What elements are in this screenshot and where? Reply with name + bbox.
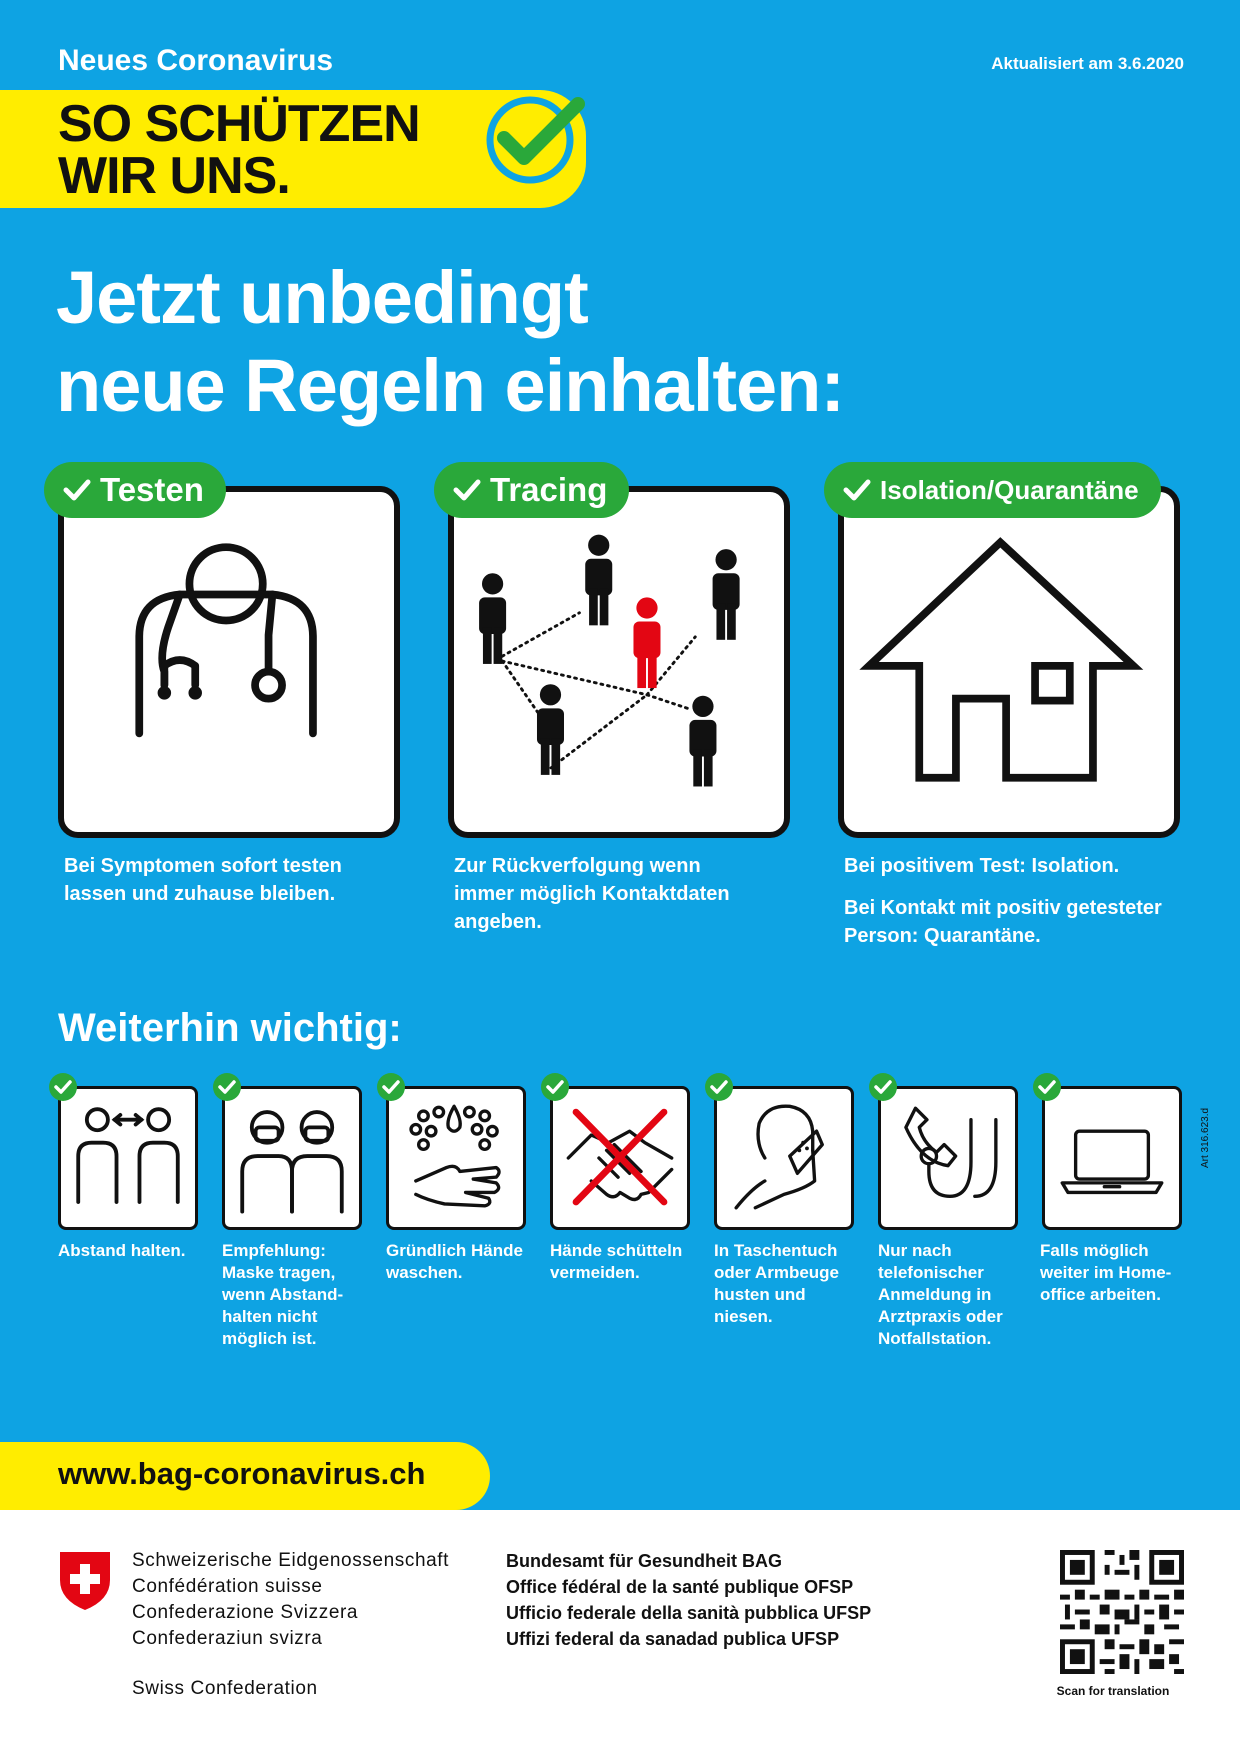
- office-line: Bundesamt für Gesundheit BAG: [506, 1551, 783, 1571]
- swiss-confederation: Swiss Confederation: [132, 1678, 318, 1699]
- main-headline: [56, 254, 844, 430]
- checkmark-badge-icon: [482, 90, 594, 202]
- caption-line: Maske tragen,: [222, 1263, 336, 1282]
- caption-line: Empfehlung:: [222, 1241, 326, 1260]
- qr-caption: Scan for translation: [1056, 1684, 1170, 1698]
- testen-pill: [44, 462, 226, 518]
- office-names: [506, 1548, 871, 1652]
- quarantine-desc-line: Bei Kontakt mit positiv getesteter: [844, 897, 1162, 919]
- caption-line: weiter im Home-: [1040, 1263, 1172, 1282]
- checkmark-icon: [1032, 1072, 1062, 1102]
- no-handshake-icon: [553, 1089, 687, 1227]
- updated-date: Aktualisiert am 3.6.2020: [991, 54, 1184, 73]
- caption-line: Anmeldung in: [878, 1285, 992, 1304]
- office-line: Office fédéral de la santé publique OFSP: [506, 1577, 854, 1597]
- headline-line2: neue Regeln einhalten:: [56, 344, 845, 427]
- hand-wash-tile: [386, 1086, 526, 1230]
- sneeze-tile: [714, 1086, 854, 1230]
- quarantine-desc-paragraph: [844, 894, 1224, 950]
- no-handshake-caption: [550, 1240, 700, 1284]
- tracing-label: Tracing: [490, 471, 608, 508]
- distance-icon: [61, 1089, 195, 1227]
- headline-line1: Jetzt unbedingt: [56, 256, 588, 339]
- caption-line: halten nicht: [222, 1307, 318, 1326]
- caption-line: wenn Abstand-: [222, 1285, 344, 1304]
- tracing-pill: [434, 462, 629, 518]
- campaign-banner: [0, 90, 586, 208]
- confederation-line: Confederazione Svizzera: [132, 1602, 359, 1623]
- caption-line: waschen.: [386, 1263, 463, 1282]
- isolation-pill: [824, 462, 1161, 518]
- isolation-desc-paragraph: [844, 852, 1224, 880]
- checkmark-icon: [452, 475, 482, 505]
- caption-line: Hände schütteln: [550, 1241, 683, 1260]
- caption-line: Nur nach: [878, 1241, 952, 1260]
- swiss-coat-of-arms-icon: [58, 1550, 112, 1612]
- testen-desc-line: lassen und zuhause bleiben.: [64, 883, 336, 905]
- phone-doctor-caption: [878, 1240, 1028, 1350]
- tracing-description: [454, 852, 794, 936]
- phone-stethoscope-icon: [881, 1089, 1015, 1227]
- caption-line: vermeiden.: [550, 1263, 640, 1282]
- testen-label: Testen: [100, 471, 204, 508]
- confederation-line: Schweizerische Eidgenossenschaft: [132, 1550, 450, 1571]
- article-number: Art 316.623.d: [1200, 1107, 1211, 1168]
- caption-line: office arbeiten.: [1040, 1285, 1161, 1304]
- footer: [0, 1510, 1240, 1754]
- caption-line: möglich ist.: [222, 1329, 317, 1348]
- office-line: Uffizi federal da sanadad publica UFSP: [506, 1629, 840, 1649]
- kicker: Neues Coronavirus: [58, 44, 334, 77]
- confederation-names: [132, 1548, 449, 1652]
- isolation-desc-line: Bei positivem Test: Isolation.: [844, 855, 1120, 877]
- checkmark-icon: [842, 475, 872, 505]
- testen-card: [58, 486, 400, 838]
- checkmark-icon: [540, 1072, 570, 1102]
- distance-caption: [58, 1240, 208, 1262]
- doctor-icon: [64, 492, 394, 832]
- caption-line: husten und: [714, 1285, 806, 1304]
- isolation-description: [844, 852, 1224, 964]
- campaign-title-line1: SO SCHÜTZEN: [58, 95, 420, 153]
- mask-icon: [225, 1089, 359, 1227]
- no-handshake-tile: [550, 1086, 690, 1230]
- tracing-desc-line: immer möglich Kontaktdaten: [454, 883, 730, 905]
- testen-description: [64, 852, 394, 908]
- confederation-line: Confédération suisse: [132, 1576, 323, 1597]
- tracing-desc-line: angeben.: [454, 911, 542, 933]
- mask-caption: [222, 1240, 372, 1350]
- isolation-label: Isolation/Quarantäne: [880, 474, 1139, 505]
- checkmark-icon: [48, 1072, 78, 1102]
- url-banner[interactable]: [0, 1442, 490, 1510]
- office-line: Ufficio federale della sanità pubblica UFSP: [506, 1603, 872, 1623]
- caption-line: telefonischer: [878, 1263, 984, 1282]
- hand-wash-icon: [389, 1089, 523, 1227]
- section-title: Weiterhin wichtig:: [58, 1006, 402, 1050]
- qr-code-icon[interactable]: [1060, 1550, 1184, 1674]
- caption-line: Abstand halten.: [58, 1241, 186, 1260]
- caption-line: Gründlich Hände: [386, 1241, 523, 1260]
- caption-line: oder Armbeuge: [714, 1263, 840, 1282]
- caption-line: Notfallstation.: [878, 1329, 992, 1348]
- caption-line: In Taschentuch: [714, 1241, 838, 1260]
- mask-tile: [222, 1086, 362, 1230]
- website-link[interactable]: www.bag-coronavirus.ch: [58, 1456, 426, 1491]
- caption-line: Arztpraxis oder: [878, 1307, 1003, 1326]
- checkmark-icon: [212, 1072, 242, 1102]
- checkmark-icon: [376, 1072, 406, 1102]
- testen-desc-line: Bei Symptomen sofort testen: [64, 855, 342, 877]
- sneeze-elbow-icon: [717, 1089, 851, 1227]
- checkmark-icon: [704, 1072, 734, 1102]
- checkmark-icon: [868, 1072, 898, 1102]
- house-icon: [844, 492, 1174, 832]
- confederation-line: Confederaziun svizra: [132, 1628, 323, 1649]
- distance-tile: [58, 1086, 198, 1230]
- laptop-icon: [1045, 1089, 1179, 1227]
- quarantine-desc-line: Person: Quarantäne.: [844, 925, 1041, 947]
- hand-wash-caption: [386, 1240, 536, 1284]
- caption-line: niesen.: [714, 1307, 773, 1326]
- tracing-card: [448, 486, 790, 838]
- caption-line: Falls möglich: [1040, 1241, 1149, 1260]
- sneeze-caption: [714, 1240, 864, 1328]
- contact-tracing-icon: [454, 492, 784, 832]
- campaign-title: [58, 95, 420, 205]
- phone-doctor-tile: [878, 1086, 1018, 1230]
- isolation-card: [838, 486, 1180, 838]
- home-office-tile: [1042, 1086, 1182, 1230]
- tracing-desc-line: Zur Rückverfolgung wenn: [454, 855, 701, 877]
- checkmark-icon: [62, 475, 92, 505]
- campaign-title-line2: WIR UNS.: [58, 147, 290, 205]
- home-office-caption: [1040, 1240, 1190, 1306]
